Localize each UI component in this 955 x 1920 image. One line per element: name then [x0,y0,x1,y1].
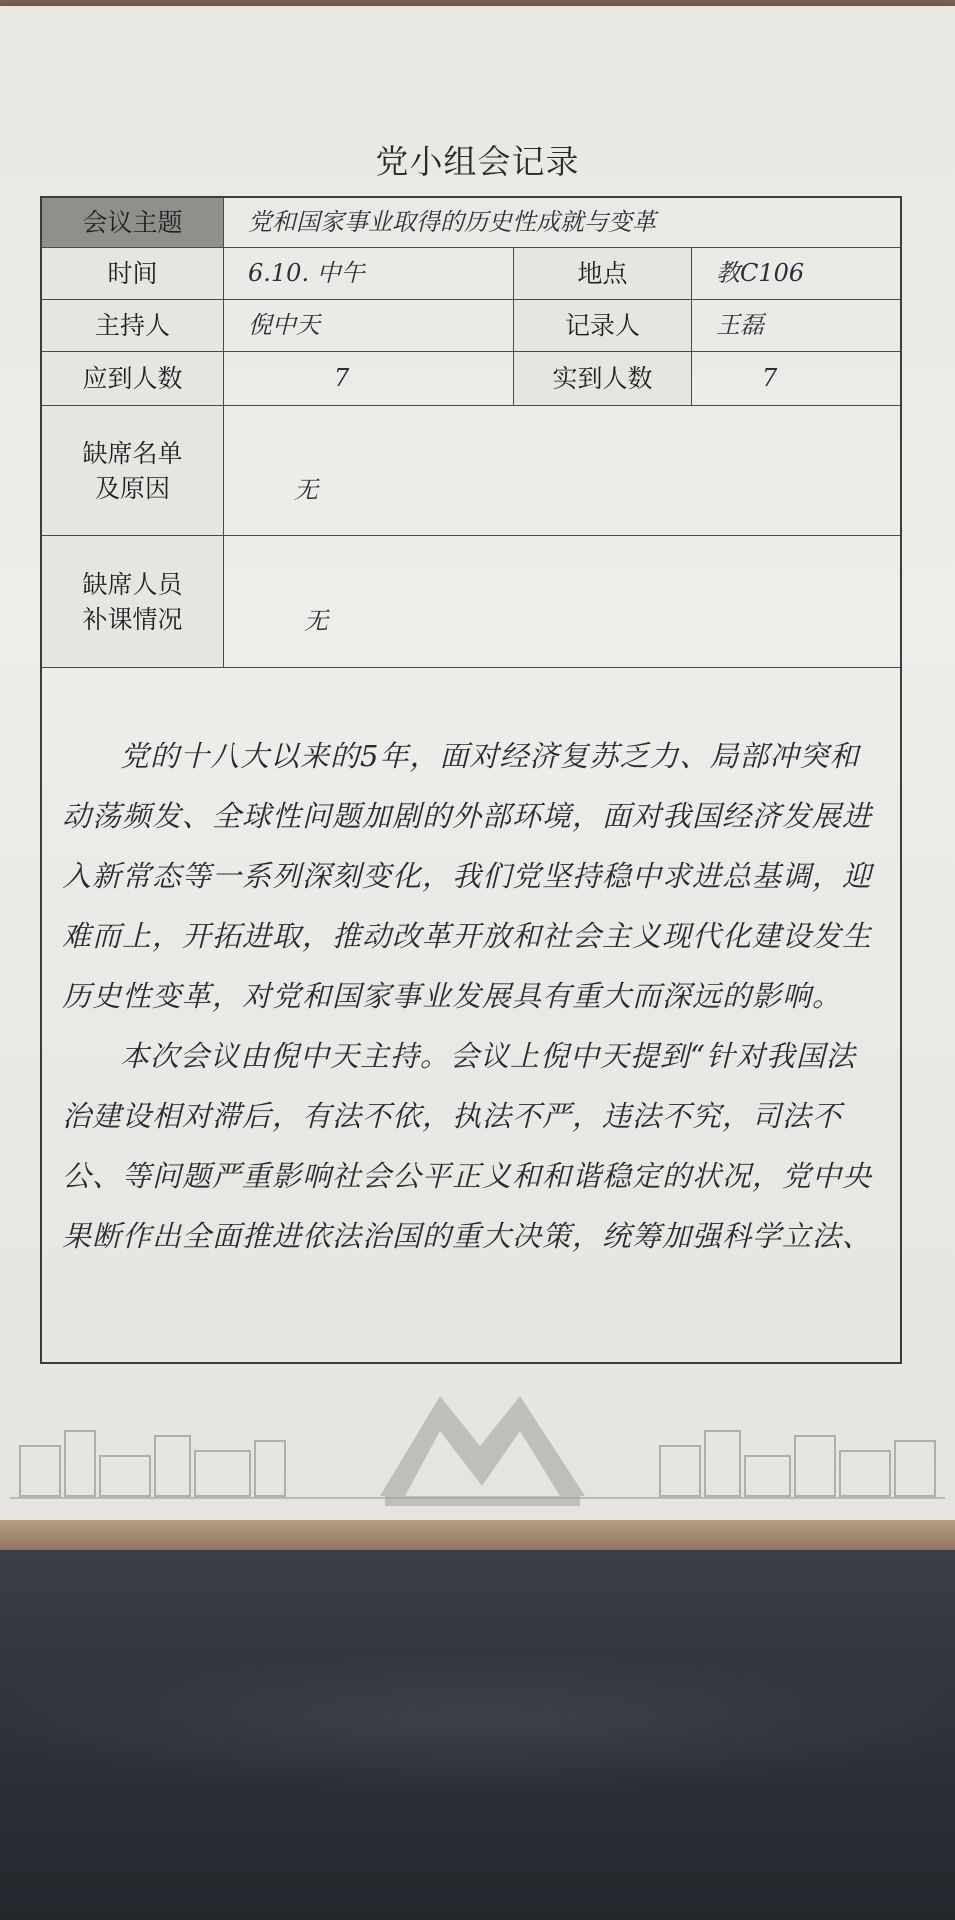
host-value: 倪中天 [224,300,514,352]
absent-list-value: 无 [224,406,900,536]
makeup-label [42,536,224,668]
time-label: 时间 [42,248,224,300]
place-label: 地点 [514,248,692,300]
time-value: 6.10. 中午 [224,248,514,300]
notes-paragraph-1: 党的十八大以来的5年，面对经济复苏乏力、局部冲突和动荡频发、全球性问题加剧的外部环境，面对我国经济发展进入新常态等一系列深刻变化，我们党坚持稳中求进总基调，迎难而上，开拓进取，推动改革开放和社会主义现代化建设发生历史性变革，对党和国家事业发展具有重大而深远的影响。 [62,739,873,1013]
recorder-value: 王磊 [692,300,900,352]
table-surface-edge [0,1520,955,1550]
meeting-notes-body [62,726,882,1326]
makeup-label-line2: 补课情况 [82,604,183,634]
paper-sheet [0,6,955,1526]
absent-list-label [42,406,224,536]
expected-count-label: 应到人数 [42,352,224,406]
expected-count-value: 7 [224,352,514,406]
recorder-label: 记录人 [514,300,692,352]
topic-label: 会议主题 [42,198,224,248]
topic-value: 党和国家事业取得的历史性成就与变革 [224,198,900,248]
notes-paragraph-2: 本次会议由倪中天主持。会议上倪中天提到“针对我国法治建设相对滞后，有法不依，执法不严，违法不究，司法不公、等问题严重影响社会公平正义和和谐稳定的状况，党中央果断作出全面推进依法治国的重大决策，统筹加强科学立法、 [62,1039,873,1253]
place-value: 教C106 [692,248,900,300]
actual-count-label: 实到人数 [514,352,692,406]
host-label: 主持人 [42,300,224,352]
absent-list-label-line1: 缺席名单 [82,438,183,468]
absent-list-label-line2: 及原因 [94,473,170,503]
actual-count-value: 7 [692,352,900,406]
fabric-fold [0,1650,955,1790]
document-title: 党小组会记录 [375,142,580,181]
cityscape-watermark-graphic [0,1386,955,1516]
makeup-label-line1: 缺席人员 [82,569,183,599]
makeup-value: 无 [224,536,900,668]
